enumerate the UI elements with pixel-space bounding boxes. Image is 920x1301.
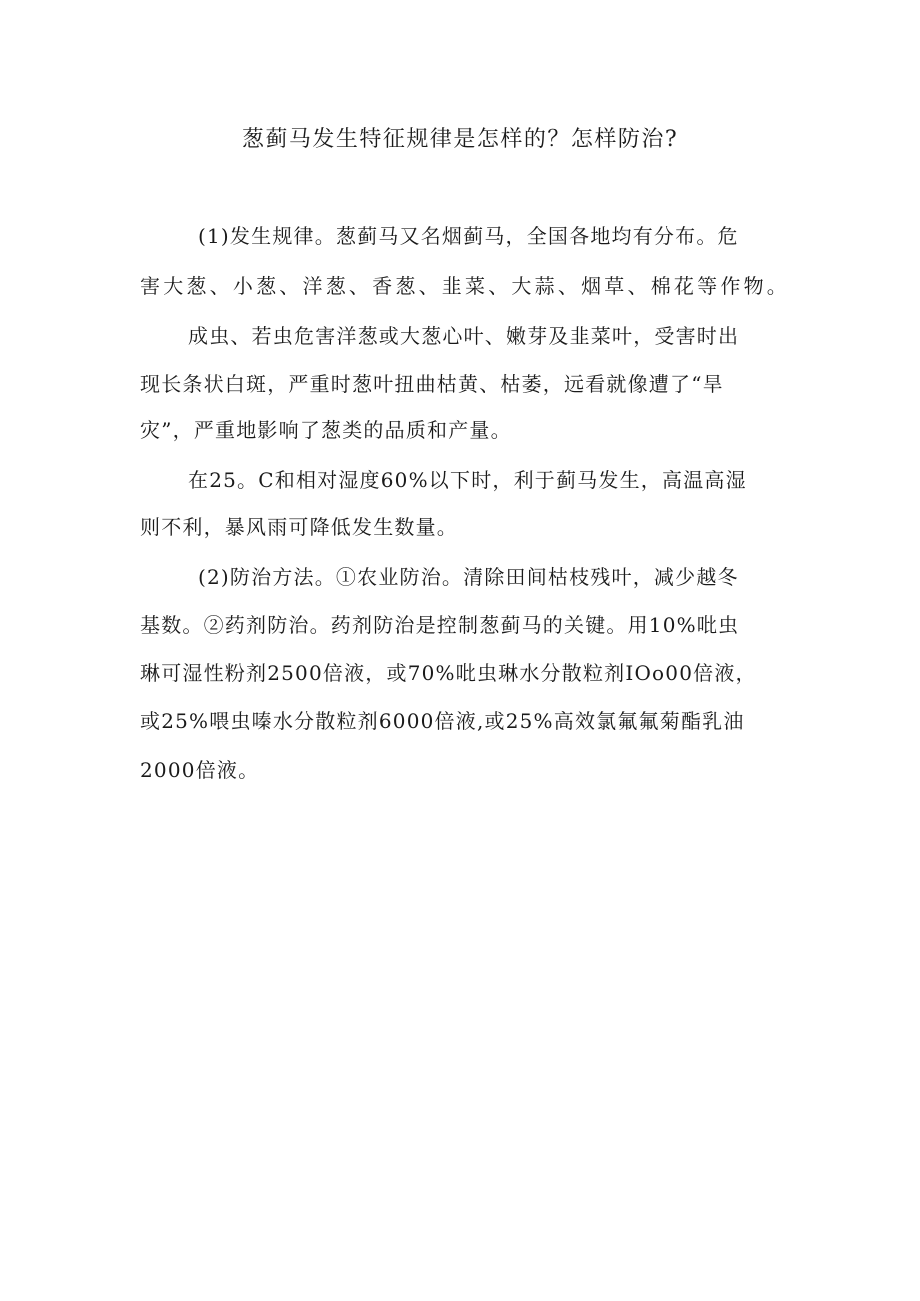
paragraph-2-line-3: 灾”，严重地影响了葱类的品质和产量。 <box>140 418 512 442</box>
paragraph-3-line-1: 在25。C和相对湿度60%以下时，利于蓟马发生，高温高湿 <box>188 468 747 492</box>
paragraph-2-line-1: 成虫、若虫危害洋葱或大葱心叶、嫩芽及韭菜叶，受害时出 <box>188 324 740 348</box>
paragraph-1-line-2: 害大葱、小葱、洋葱、香葱、韭菜、大蒜、烟草、棉花等作物。 <box>140 274 788 298</box>
paragraph-4-line-4: 或25%喂虫嗪水分散粒剂6000倍液,或25%高效氯氟氟菊酯乳油 <box>140 709 745 733</box>
paragraph-2-line-2: 现长条状白斑，严重时葱叶扭曲枯黄、枯萎，远看就像遭了“旱 <box>140 372 724 396</box>
paragraph-1-line-1: (1)发生规律。葱蓟马又名烟蓟马，全国各地均有分布。危 <box>198 224 739 248</box>
document-title: 葱蓟马发生特征规律是怎样的？怎样防治? <box>241 127 679 152</box>
paragraph-4-line-2: 基数。②药剂防治。药剂防治是控制葱蓟马的关键。用10%吡虫 <box>140 613 740 637</box>
paragraph-4-line-1: (2)防治方法。①农业防治。清除田间枯枝残叶，减少越冬 <box>198 565 739 589</box>
paragraph-3-line-2: 则不利，暴风雨可降低发生数量。 <box>140 515 458 539</box>
paragraph-4-line-5: 2000倍液。 <box>140 758 260 782</box>
paragraph-4-line-3: 琳可湿性粉剂2500倍液，或70%吡虫琳水分散粒剂IOo00倍液， <box>140 661 757 685</box>
